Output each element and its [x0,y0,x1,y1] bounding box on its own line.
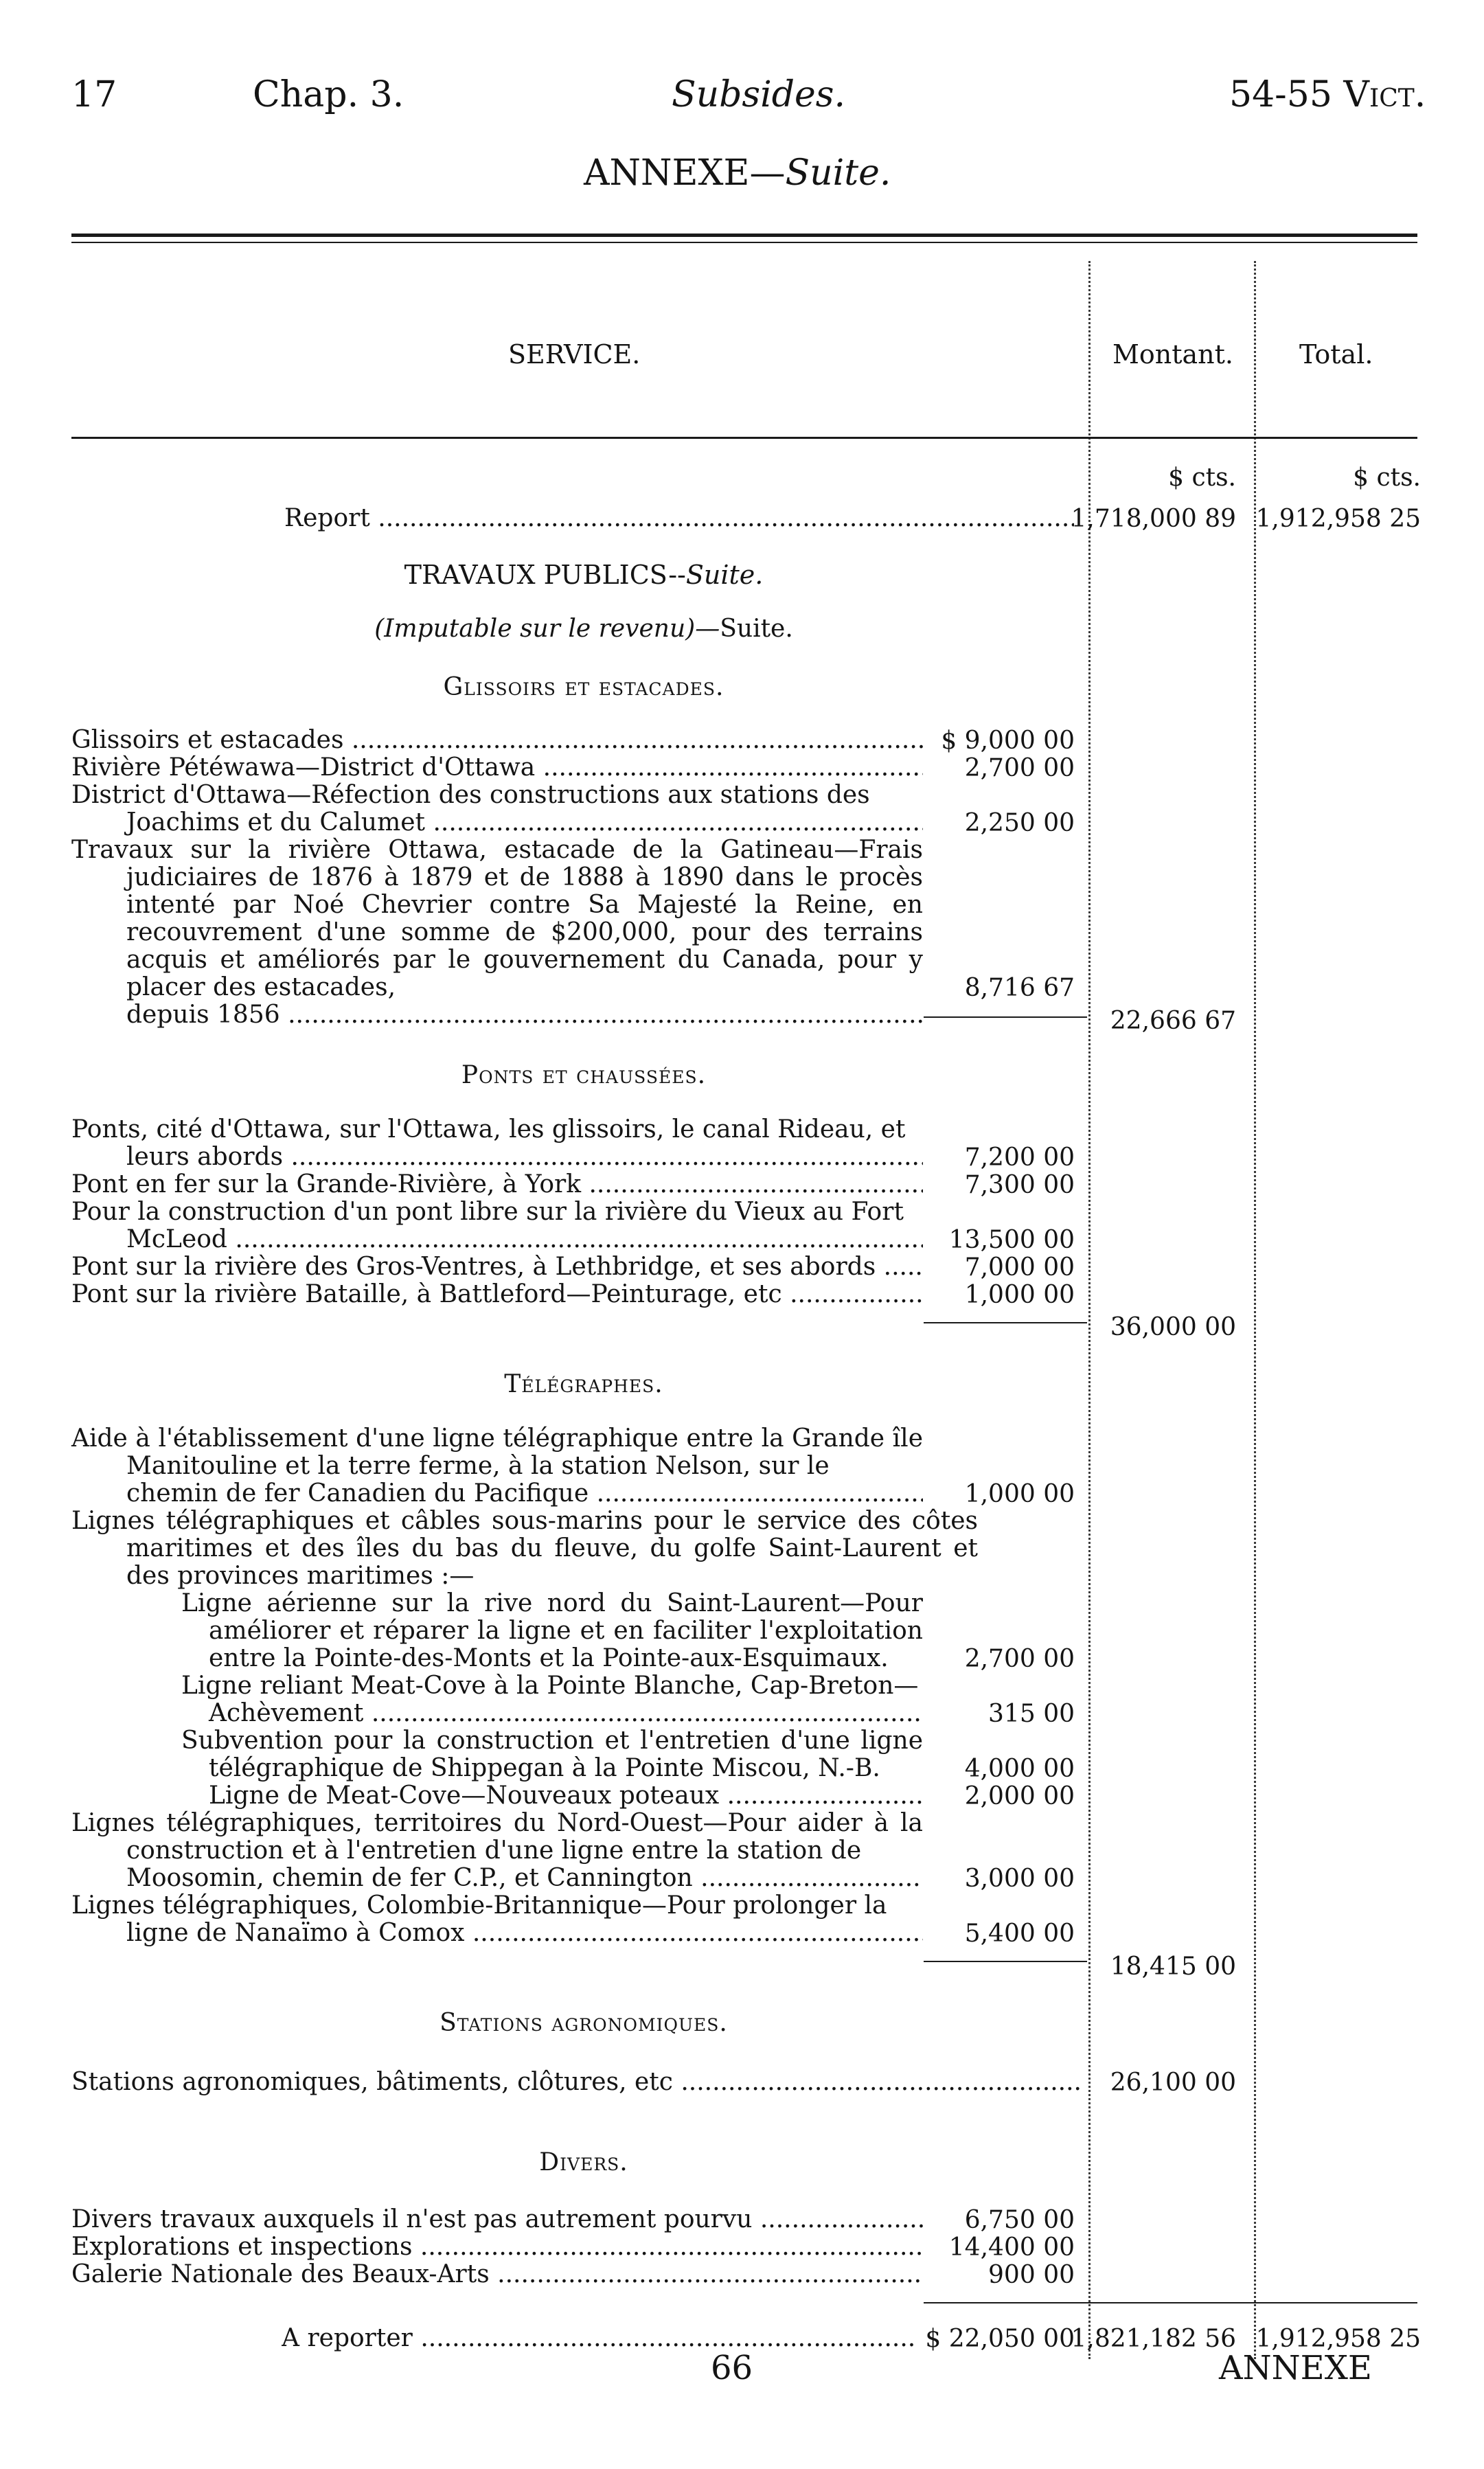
list-item: Ponts, cité d'Ottawa, sur l'Ottawa, les glissoirs, le canal Rideau, et leurs abords ..... [71,1116,923,1171]
item-amount: 7,000 00 [964,1253,1075,1282]
list-item: Lignes télégraphiques, territoires du Nord-Ouest—Pour aider à la construction et à l'entretien d'une ligne entre la station de Moosomin, chemin de fer C.P., et Cannington ..... [71,1810,923,1892]
group-subtotal-telegraphes: 18,415 00 [1110,1953,1236,1981]
report-label: Report ..... [284,505,1074,532]
subject-label: Subsides. [672,74,845,115]
list-item: Stations agronomiques, bâtiments, clôtures, etc ..... [71,2069,1082,2096]
list-item: Glissoirs et estacades ..... [71,727,923,754]
section-subtitle-text: (Imputable sur le revenu)— [374,615,720,643]
carry-forward-label: A reporter ..... [282,2325,913,2352]
item-amount: 1,000 00 [964,1480,1075,1508]
list-item: Pont sur la rivière Bataille, à Battleford—Peinturage, etc ..... [71,1281,923,1308]
column-head-total: Total. [1299,339,1373,369]
section-subtitle [0,615,1167,643]
column-head-montant: Montant. [1112,339,1234,369]
list-item: Travaux sur la rivière Ottawa, estacade de la Gatineau—Frais judiciaires de 1876 à 1879 et de 1888 à 1890 dans le procès intenté par Noé Chevrier contre Sa Majesté la Reine, en recouvrement d'une somme de $200,000, pour des terrains acquis et améliorés par le gouvernement du Canada, pour y placer des estacades, depuis 1856 ..... [71,837,923,1029]
item-amount: 2,000 00 [964,1782,1075,1810]
chapter-label: Chap. 3. [253,74,404,115]
item-amount: $ 9,000 00 [941,727,1075,755]
item-amount: 5,400 00 [964,1920,1075,1948]
subtotal-rule [924,1961,1087,1962]
list-item: Lignes télégraphiques et câbles sous-marins pour le service des côtes maritimes et des îles du bas du fleuve, du golfe Saint-Laurent et des provinces maritimes :— [71,1507,978,1590]
currency-total: $ cts. [1353,464,1421,492]
item-amount: 6,750 00 [964,2206,1075,2234]
head-rule [71,437,1417,439]
item-amount: 4,000 00 [964,1755,1075,1783]
item-amount: 3,000 00 [964,1865,1075,1893]
list-item: Subvention pour la construction et l'entretien d'une ligne télégraphique de Shippegan à la Pointe Miscou, N.-B. [181,1727,923,1782]
column-head-service: SERVICE. [508,339,641,369]
item-amount: 8,716 67 [964,974,1075,1002]
item-amount: 900 00 [988,2261,1075,2289]
list-item: Pour la construction d'un pont libre sur la rivière du Vieux au Fort McLeod ..... [71,1198,923,1253]
carry-forward-total: 1,912,958 25 [1255,2325,1421,2353]
annex-title-text: ANNEXE— [584,152,786,194]
section-title-text: TRAVAUX PUBLICS-- [404,560,686,590]
group-title-telegraphes: Télégraphes. [504,1370,663,1398]
catchword: ANNEXE [1219,2349,1372,2387]
carry-forward-montant: 1,821,182 56 [1071,2325,1236,2353]
section-title [0,560,1167,590]
list-item: Ligne de Meat-Cove—Nouveaux poteaux ..... [181,1782,923,1810]
item-amount: 315 00 [988,1700,1075,1728]
item-amount: 14,400 00 [948,2233,1075,2262]
list-item: Ligne aérienne sur la rive nord du Saint-Laurent—Pour améliorer et réparer la ligne et en faciliter l'exploitation entre la Pointe-des-Monts et la Pointe-aux-Esquimaux. [181,1589,923,1672]
item-amount: 2,700 00 [964,1645,1075,1673]
subtotal-rule [924,1016,1087,1018]
group-title-stations: Stations agronomiques. [440,2009,728,2037]
group-title-ponts: Ponts et chaussées. [461,1061,707,1089]
footer-rule [924,2302,1417,2303]
top-rule-thick [71,234,1417,237]
report-total: 1,912,958 25 [1255,505,1421,533]
report-montant: 1,718,000 89 [1071,505,1236,533]
group-subtotal-ponts: 36,000 00 [1110,1313,1236,1341]
item-amount: 1,000 00 [964,1281,1075,1309]
page-number: 17 [71,74,117,115]
item-amount: 2,700 00 [964,754,1075,782]
list-item: Rivière Pétéwawa—District d'Ottawa ..... [71,754,923,782]
section-subtitle-suffix: Suite. [720,615,793,643]
item-amount: 7,200 00 [964,1144,1075,1172]
list-item: Aide à l'établissement d'une ligne télégraphique entre la Grande île Manitouline et la terre ferme, à la station Nelson, sur le chemin de fer Canadien du Pacifique ..... [71,1425,923,1507]
report-row [284,505,1074,532]
list-item: Galerie Nationale des Beaux-Arts ..... [71,2261,923,2288]
currency-montant: $ cts. [1168,464,1236,492]
list-item: Lignes télégraphiques, Colombie-Britannique—Pour prolonger la ligne de Nanaïmo à Comox ..... [71,1892,923,1947]
carry-forward-row [282,2325,913,2352]
group-subtotal-glissoirs: 22,666 67 [1110,1007,1236,1035]
item-amount: 13,500 00 [948,1226,1075,1254]
list-item: District d'Ottawa—Réfection des constructions aux stations des Joachims et du Calumet ..... [71,782,923,837]
list-item: Ligne reliant Meat-Cove à la Pointe Blanche, Cap-Breton— Achèvement ..... [181,1672,923,1727]
carry-forward-amount: $ 22,050 00 [925,2325,1075,2353]
list-item: Pont sur la rivière des Gros-Ventres, à Lethbridge, et ses abords ..... [71,1253,923,1281]
subtotal-rule [924,1322,1087,1323]
item-amount: 2,250 00 [964,809,1075,837]
section-title-suffix: Suite. [685,560,764,590]
annex-title [584,152,891,194]
list-item: Pont en fer sur la Grande-Rivière, à York ..... [71,1171,923,1198]
item-amount: 7,300 00 [964,1171,1075,1199]
group-title-glissoirs: Glissoirs et estacades. [443,673,724,701]
list-item: Divers travaux auxquels il n'est pas autrement pourvu ..... [71,2206,923,2233]
list-item: Explorations et inspections ..... [71,2233,923,2261]
top-rule-thin [71,242,1417,243]
statute-label: 54-55 Vict. [1229,74,1426,115]
annex-title-suffix: Suite. [785,152,891,194]
item-amount: 26,100 00 [1110,2069,1236,2097]
group-title-divers: Divers. [539,2148,628,2176]
footer-page-number: 66 [711,2349,753,2387]
column-separator-2 [1254,261,1256,2359]
